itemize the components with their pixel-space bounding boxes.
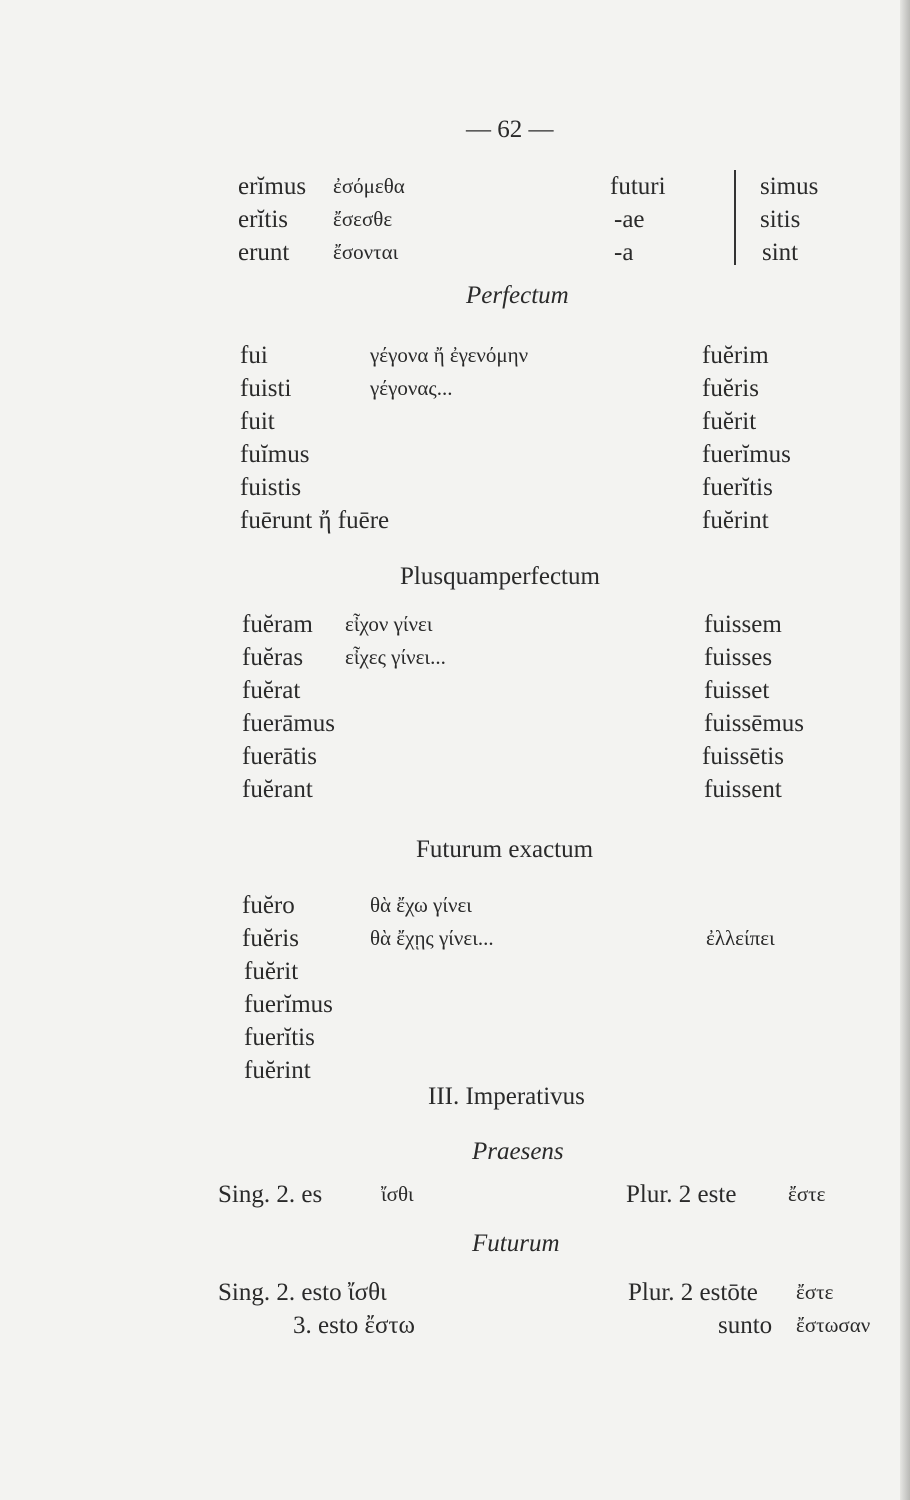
subjunctive-form: fuĕrim (702, 342, 769, 369)
missing-note: ἐλλείπει (706, 926, 775, 950)
sing3-form: 3. esto ἔστω (293, 1312, 415, 1339)
subjunctive-form: fuissētis (702, 743, 784, 770)
greek-form: ἴσθι (381, 1182, 414, 1206)
greek-form: εἶχον γίνει (345, 612, 433, 636)
praesens-heading: Praesens (472, 1138, 564, 1165)
latin-form: fuĕro (242, 892, 295, 919)
page-number: — 62 — (466, 116, 554, 143)
greek-form: ἔσονται (333, 240, 399, 264)
latin-form: fuĕras (242, 644, 304, 671)
latin-form: fuit (240, 408, 275, 435)
greek-form: θὰ ἔχω γίνει (370, 893, 472, 917)
subjunctive-form: fuĕrint (702, 507, 769, 534)
futurum-heading: Futurum (472, 1230, 560, 1257)
greek-form: θὰ ἔχῃς γίνει... (370, 926, 494, 950)
imperativus-heading: III. Imperativus (428, 1083, 585, 1110)
subjunctive-form: fuisses (704, 644, 773, 671)
page-edge (900, 0, 910, 1500)
latin-form: erĭmus (238, 173, 307, 200)
latin-form: fuĕrit (244, 958, 299, 985)
latin-form: fuĕrint (244, 1057, 311, 1084)
subjunctive-form: fuisset (704, 677, 770, 704)
sing2-form: Sing. 2. esto ἴσθι (218, 1279, 387, 1306)
greek-form: ἐσόμεθα (333, 174, 405, 198)
latin-form: fuērunt ἤ fuēre (240, 507, 390, 534)
futurum-exactum-heading: Futurum exactum (416, 836, 594, 863)
sing-form: Sing. 2. es (218, 1181, 323, 1208)
plur-form: Plur. 2 este (626, 1181, 737, 1208)
subjunctive-form: fuĕrit (702, 408, 757, 435)
participle-form: futuri (610, 173, 666, 200)
greek-form: εἶχες γίνει... (345, 645, 446, 669)
plur3-form: sunto (718, 1312, 773, 1339)
subjunctive-form: fuerĭmus (702, 441, 791, 468)
latin-form: fuerāmus (242, 710, 336, 737)
subjunctive-form: fuissem (704, 611, 782, 638)
greek-form: ἔστε (788, 1182, 826, 1206)
latin-form: erunt (238, 239, 290, 266)
subjunctive-form: fuissent (704, 776, 782, 803)
column-divider (734, 170, 736, 265)
latin-form: erĭtis (238, 206, 288, 233)
greek-form: ἔσεσθε (333, 207, 393, 231)
latin-form: fuĕram (242, 611, 313, 638)
greek-form: ἔστωσαν (796, 1313, 871, 1337)
subjunctive-form: fuerĭtis (702, 474, 773, 501)
latin-form: fuerātis (242, 743, 317, 770)
latin-form: fui (240, 342, 268, 369)
perfectum-heading: Perfectum (466, 282, 569, 309)
latin-form: fuĕrant (242, 776, 313, 803)
subjunctive-form: fuĕris (702, 375, 759, 402)
subjunctive-form: sint (762, 239, 799, 266)
participle-form: -ae (614, 206, 645, 233)
greek-form: ἔστε (796, 1280, 834, 1304)
plusquamperfectum-heading: Plusquamperfectum (400, 563, 600, 590)
plur2-form: Plur. 2 estōte (628, 1279, 758, 1306)
greek-form: γέγονα ἤ ἐγενόμην (370, 343, 529, 367)
latin-form: fuisti (240, 375, 292, 402)
subjunctive-form: simus (760, 173, 819, 200)
latin-form: fuerĭtis (244, 1024, 315, 1051)
latin-form: fuĭmus (240, 441, 310, 468)
latin-form: fuerĭmus (244, 991, 333, 1018)
latin-form: fuĕris (242, 925, 299, 952)
latin-form: fuistis (240, 474, 302, 501)
greek-form: γέγονας... (370, 376, 453, 400)
subjunctive-form: sitis (760, 206, 801, 233)
latin-form: fuĕrat (242, 677, 301, 704)
subjunctive-form: fuissēmus (704, 710, 804, 737)
participle-form: -a (614, 239, 634, 266)
